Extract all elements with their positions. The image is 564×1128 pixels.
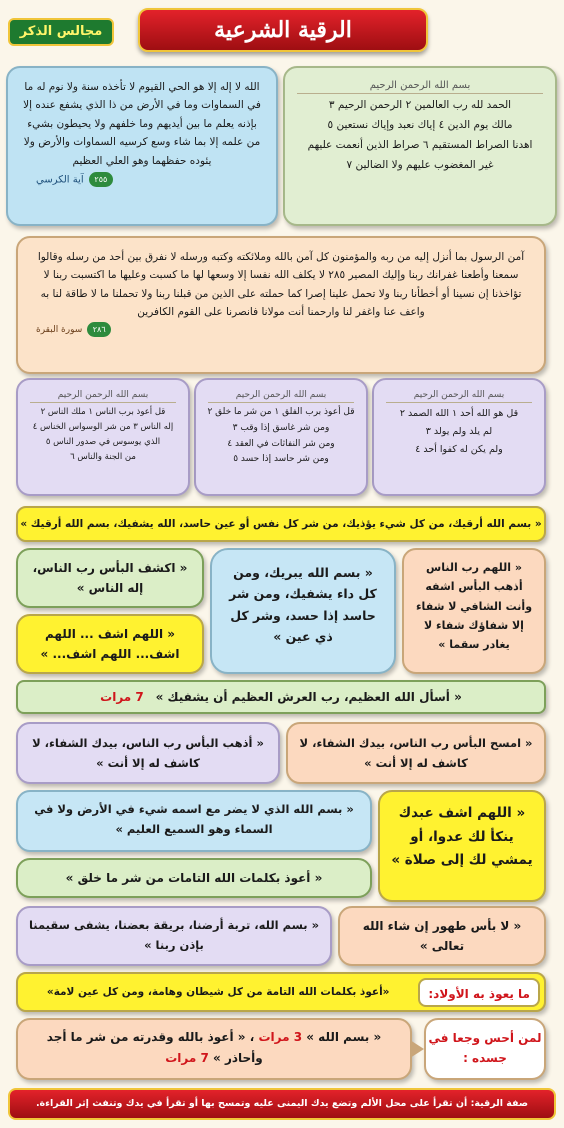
dua-ikshif-card: [16, 548, 204, 608]
falaq-line-2: ومن شر غاسق إذا وقب ٣: [232, 422, 330, 433]
falaq-basmala: بسم الله الرحمن الرحيم: [208, 388, 354, 403]
brand-badge: [8, 18, 114, 46]
fatiha-line-1: الحمد لله رب العالمين ٢ الرحمن الرحيم ٣: [328, 99, 512, 111]
nas-line-3: الذي يوسوس في صدور الناس ٥: [45, 436, 161, 447]
dua-imsah-card: [286, 722, 546, 784]
dua-yubrik-card: [210, 548, 396, 674]
nas-line-2: إله الناس ٣ من شر الوسواس الخناس ٤: [32, 421, 174, 432]
dua-rabb-annas-card: [402, 548, 546, 674]
ayat-kursi-label: آية الكرسي: [36, 174, 84, 186]
children-protection-text: «أعوذ بكلمات الله التامة من كل شيطان وهامة، ومن كل عين لامة»: [46, 986, 390, 998]
pain-dua-text: [18, 1020, 410, 1075]
footer-bar: [8, 1088, 556, 1120]
header-banner: [138, 8, 428, 52]
fatiha-line-4: غير المغضوب عليهم ولا الضالين ٧: [346, 158, 494, 171]
baqarah-label: سورة البقرة: [36, 324, 83, 335]
dua-ishfi-abdak-text: « اللهم اشف عبدك ينكأ لك عدوا، أو يمشي لك إلى صلاة »: [391, 805, 533, 869]
pain-label-text: لمن أحس وجعا في جسده :: [428, 1031, 542, 1066]
repeat-count-7: 7 مرات: [165, 1051, 209, 1065]
dua-rabb-annas-text: « اللهم رب الناس أذهب البأس اشفه وأنت الشافي لا شفاء إلا شفاؤك شفاء لا يغادر سقما »: [415, 561, 533, 651]
dua-ikshif-text: « اكشف البأس رب الناس، إله الناس »: [32, 561, 188, 596]
baqarah-text: آمن الرسول بما أنزل إليه من ربه والمؤمنون كل آمن بالله وملائكته وكتبه ورسله لا نفرق بين أحد من رسله وقالوا سمعنا وأطعنا غفرانك ربنا وإليك المصير ٢٨٥ لا يكلف الله نفسا إلا وسعها لها ما كسبت وعليها ما اكتسبت ربنا لا تؤاخذنا إن نسينا أو أخطأنا ربنا ولا تحمل علينا إصرا كما حملته على الذين من قبلنا ربنا ولا تحملنا ما لا طاقة لنا به واعف عنا واغفر لنا وارحمنا أنت مولانا فانصرنا على القوم الكافرين: [37, 251, 525, 319]
falaq-card: [194, 378, 368, 496]
ayat-kursi-ref: [8, 172, 276, 187]
pain-label-card: [424, 1018, 546, 1080]
children-protection-band: [16, 972, 546, 1012]
dua-asalu-band: [16, 680, 546, 714]
falaq-line-4: ومن شر حاسد إذا حسد ٥: [233, 454, 329, 465]
dua-ishfi-text: « اللهم اشف ... اللهم اشف... اللهم اشف... »: [40, 627, 180, 662]
ayat-kursi-card: [6, 66, 278, 226]
ikhlas-line-1: قل هو الله أحد ١ الله الصمد ٢: [399, 408, 519, 419]
baqarah-card: [16, 236, 546, 374]
repeat-count-3: 3 مرات: [258, 1030, 303, 1044]
children-protection-row: [18, 974, 544, 1010]
page-title: الرقية الشرعية: [214, 17, 352, 43]
ikhlas-line-2: لم يلد ولم يولد ٣: [425, 426, 493, 438]
dua-ishfi-abdak-card: [378, 790, 546, 902]
dua-la-bas-text: « لا بأس طهور إن شاء الله تعالى »: [362, 919, 522, 954]
fatiha-basmala: بسم الله الرحمن الرحيم: [297, 78, 543, 94]
ruqyah-band-1: [16, 506, 546, 542]
fatiha-line-2: مالك يوم الدين ٤ إياك نعبد وإياك نستعين ٥: [327, 118, 513, 131]
dua-adhhib-text: « أذهب البأس رب الناس، بيدك الشفاء، لا كاشف له إلا أنت »: [32, 736, 264, 770]
dua-turbat-text: « بسم الله، تربة أرضنا، بريقة بعضنا، يشفى سقيمنا بإذن ربنا »: [28, 918, 320, 952]
ikhlas-card: [372, 378, 546, 496]
dua-turbat-card: [16, 906, 332, 966]
dua-yubrik-text: « بسم الله يبريك، ومن كل داء يشفيك، ومن شر حاسد إذا حسد، وشر كل ذي عين »: [229, 565, 377, 644]
dua-asalu-text: « أسأل الله العظيم، رب العرش العظيم أن يشفيك »: [155, 690, 462, 704]
baqarah-ref: [18, 322, 544, 337]
dua-ishfi-card: [16, 614, 204, 674]
falaq-line-3: ومن شر النفاثات في العقد ٤: [227, 438, 335, 449]
repeat-count: 7 مرات: [100, 690, 144, 704]
dua-la-bas-card: [338, 906, 546, 966]
ruqyah-band-1-text: « بسم الله أرقيك، من كل شيء يؤذيك، من شر كل نفس أو عين حاسد، الله يشفيك، بسم الله أرقيك »: [20, 518, 542, 530]
ayah-number-badge: ٢٨٦: [87, 322, 111, 337]
nas-basmala: بسم الله الرحمن الرحيم: [30, 388, 176, 403]
dua-bismillah-card: [16, 790, 372, 852]
pain-dua-part-1: « بسم الله »: [306, 1030, 382, 1044]
fatiha-card: [283, 66, 557, 226]
ikhlas-basmala: بسم الله الرحمن الرحيم: [386, 388, 532, 403]
pain-dua-part-2: ، « أعوذ بالله وقدرته من شر ما أجد وأحاذر »: [46, 1030, 263, 1065]
nas-line-4: من الجنة والناس ٦: [70, 451, 136, 462]
falaq-line-1: قل أعوذ برب الفلق ١ من شر ما خلق ٢: [207, 407, 355, 417]
dua-audhu-text: « أعوذ بكلمات الله التامات من شر ما خلق »: [65, 871, 323, 885]
dua-audhu-card: [16, 858, 372, 898]
ayah-number-badge: ٢٥٥: [89, 172, 113, 187]
children-label: [418, 978, 540, 1007]
ikhlas-line-3: ولم يكن له كفوا أحد ٤: [415, 444, 503, 456]
dua-asalu-line: [18, 682, 544, 712]
dua-imsah-text: « امسح البأس رب الناس، بيدك الشفاء، لا كاشف له إلا أنت »: [299, 736, 533, 770]
ayat-kursi-text: الله لا إله إلا هو الحي القيوم لا تأخذه سنة ولا نوم له ما في السماوات وما في الأرض من ذا الذي يشفع عنده إلا بإذنه يعلم ما بين أيديهم وما خلفهم ولا يحيطون بشيء من علمه إلا بما شاء وسع كرسيه السماوات والأرض ولا يئوده حفظهما وهو العلي العظيم: [23, 81, 261, 167]
nas-card: [16, 378, 190, 496]
children-label-text: ما يعوذ به الأولاد:: [428, 986, 530, 1001]
arrow-icon: [410, 1040, 424, 1058]
brand-badge-label: مجالس الذكر: [19, 24, 103, 39]
pain-dua-card: [16, 1018, 412, 1080]
nas-line-1: قل أعوذ برب الناس ١ ملك الناس ٢: [40, 407, 166, 417]
dua-bismillah-text: « بسم الله الذي لا يضر مع اسمه شيء في الأرض ولا في السماء وهو السميع العليم »: [34, 802, 354, 836]
dua-adhhib-card: [16, 722, 280, 784]
footer-text: صفة الرقية: أن تقرأ على محل الألم وتضع يدك اليمنى عليه وتمسح بها أو تقرأ في يدك وتنفث إثر القراءة.: [35, 1098, 529, 1109]
fatiha-line-3: اهدنا الصراط المستقيم ٦ صراط الذين أنعمت عليهم: [307, 138, 533, 151]
